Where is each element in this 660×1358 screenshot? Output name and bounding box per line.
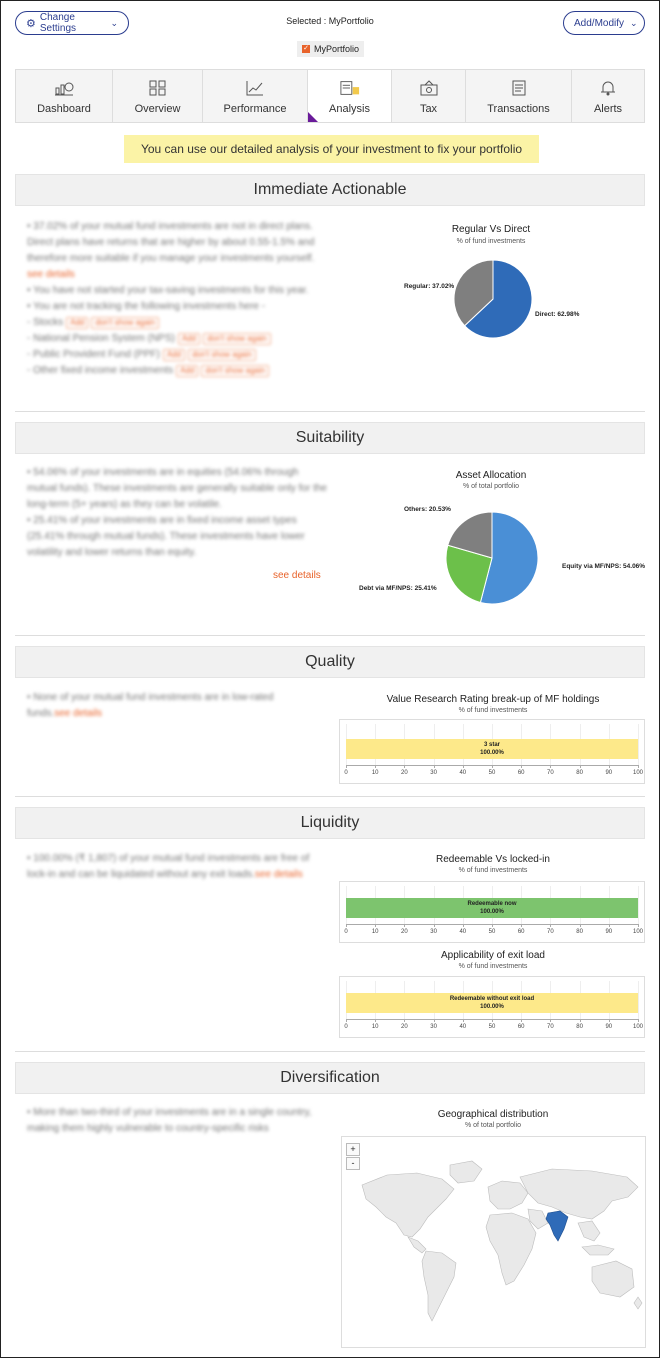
pie-label: Equity via MF/NPS: 54.06% [562, 563, 646, 570]
map-europe [488, 1181, 528, 1209]
overview-icon [148, 79, 168, 97]
tick-mark [375, 924, 376, 927]
tick-mark [521, 765, 522, 768]
tick-mark [492, 1019, 493, 1022]
pie-label: Others: 20.53% [404, 506, 451, 513]
rating-bar-chart [339, 719, 645, 784]
divider [15, 635, 645, 636]
chart-subtitle: % of fund investments [458, 963, 528, 970]
chart-subtitle: % of total portfolio [464, 1122, 522, 1129]
tick-mark [550, 1019, 551, 1022]
change-settings-label: Change Settings [39, 12, 77, 34]
bar-data-label: Redeemable now [467, 901, 517, 907]
tick-label: 100 [632, 929, 644, 935]
tick-mark [346, 765, 347, 768]
tab-label: Analysis [329, 103, 370, 115]
quality-text: • None of your mutual fund investments are in low-rated funds.see details [27, 692, 274, 719]
map-new-zealand [634, 1297, 642, 1309]
direct-plan-text: 37.02% of your mutual fund investments are not in direct plans. Direct plans have returns that are higher by about 0.55-1.5% and therefore more suitable if you manage your investments yourself. [27, 221, 315, 264]
tab-transactions[interactable] [466, 70, 572, 122]
bar-data-label: 100.00% [480, 750, 504, 756]
bar-data-label: Redeemable without exit load [449, 996, 535, 1002]
tick-mark [609, 765, 610, 768]
add-tag[interactable]: Add [163, 349, 185, 361]
tick-label: 50 [488, 770, 496, 776]
map-australia [592, 1261, 634, 1297]
divider [15, 411, 645, 412]
tab-performance[interactable] [203, 70, 308, 122]
tick-mark [463, 765, 464, 768]
tick-label: 70 [547, 1024, 554, 1030]
tick-mark [521, 1019, 522, 1022]
tab-label: Transactions [487, 103, 550, 115]
tick-label: 90 [605, 770, 613, 776]
gridline [638, 981, 639, 1019]
map-south-america [422, 1251, 456, 1321]
see-details-link[interactable]: see details [27, 269, 75, 280]
nav-tabs [15, 69, 645, 123]
suitability-text: • 54.06% of your investments are in equities (54.06% through mutual funds). These investments are generally suitable only for the long-term (5+ years) as they can be volatile. • 25.41% of your investments are in fixed income asset types (25.41% through mutual funds). These investments have lower volatility and lower returns than equity. [27, 467, 327, 558]
pie-label: Debt via MF/NPS: 25.41% [359, 585, 437, 592]
bar-redeemable-now [346, 898, 638, 918]
tick-label: 70 [547, 770, 554, 776]
tick-mark [550, 924, 551, 927]
zoom-out-button[interactable]: - [346, 1157, 360, 1170]
tick-mark [404, 1019, 405, 1022]
tick-mark [434, 924, 435, 927]
tick-mark [609, 1019, 610, 1022]
tick-mark [550, 765, 551, 768]
tick-label: 60 [517, 929, 525, 935]
tab-analysis[interactable] [308, 70, 392, 122]
tab-label: Dashboard [37, 103, 91, 115]
map-central-america [408, 1237, 426, 1253]
analysis-icon [340, 79, 360, 97]
tick-mark [375, 1019, 376, 1022]
tick-mark [404, 924, 405, 927]
tick-mark [404, 765, 405, 768]
redeemable-bar-chart [339, 881, 645, 943]
regular-vs-direct-pie [453, 259, 533, 339]
tick-label: 60 [517, 770, 525, 776]
checkbox-icon: ✓ [303, 45, 309, 52]
tick-label: 50 [488, 1024, 496, 1030]
map-southeast-asia [578, 1221, 600, 1241]
active-tab-marker [308, 112, 318, 122]
tick-label: 90 [605, 1024, 613, 1030]
add-tag[interactable]: Add [176, 365, 198, 377]
see-details-link[interactable]: see details [254, 869, 303, 880]
liquidity-text: • 100.00% (₹ 1,807) of your mutual fund investments are free of lock-in and can be liquidated without any exit loads.see details [27, 853, 310, 880]
bar-3-star [346, 739, 638, 759]
map-north-america [362, 1173, 454, 1237]
chart-subtitle: % of fund investments [456, 238, 526, 245]
immediate-actionable-text: • 37.02% of your mutual fund investments are not in direct plans. Direct plans have returns that are higher by about 0.55-1.5% and therefore more suitable if you manage your investments yourself. see details • You have not started your tax-saving investments for this year. • You are not tracking the following investments here - - Stocks Add don't show again - National Pension System (NPS) Add don't show again - Public Provident Fund (PPF) Add don't show again - Other fixed income investments Add don't show again [27, 221, 315, 376]
tab-tax[interactable] [392, 70, 466, 122]
tick-mark [638, 765, 639, 768]
lock-in-text: 100.00% (₹ 1,807) of your mutual fund investments are free of lock-in and can be liquidated without any exit loads. [27, 853, 310, 880]
pie-label: Direct: 62.98% [535, 311, 580, 318]
map-indonesia [582, 1245, 614, 1255]
dashboard-icon [54, 79, 74, 97]
bar-data-label: 100.00% [480, 1004, 504, 1010]
hide-tag[interactable]: don't show again [91, 317, 159, 329]
section-immediate-actionable: Immediate Actionable [15, 174, 645, 206]
chart-title: Value Research Rating break-up of MF holdings [386, 694, 600, 705]
fixed-income-text: 25.41% of your investments are in fixed income asset types (25.41% through mutual funds). These investments have lower volatility and lower returns than equity. [27, 515, 305, 558]
analysis-banner: You can use our detailed analysis of your investment to fix your portfolio [124, 135, 539, 163]
tick-mark [346, 1019, 347, 1022]
tick-mark [375, 765, 376, 768]
tick-label: 30 [430, 770, 437, 776]
low-rated-text: None of your mutual fund investments are in low-rated funds. [27, 692, 274, 719]
section-diversification: Diversification [15, 1062, 645, 1094]
tab-label: Performance [223, 103, 287, 115]
gridline [638, 886, 639, 924]
tick-label: 40 [459, 1024, 467, 1030]
tick-mark [609, 924, 610, 927]
add-tag[interactable]: Add [66, 317, 88, 329]
tab-label: Alerts [593, 103, 623, 115]
tick-mark [434, 1019, 435, 1022]
see-details-link[interactable]: see details [54, 708, 103, 719]
single-country-text: More than two-third of your investments are in a single country, making them highly vulnerable to country-specific risks [27, 1107, 312, 1134]
tick-mark [434, 765, 435, 768]
transactions-icon [509, 79, 529, 97]
tick-mark [521, 924, 522, 927]
equity-text: 54.06% of your investments are in equities (54.06% through mutual funds). These investments are generally suitable only for the long-term (5+ years) as they can be volatile. [27, 467, 327, 510]
bar-data-label: 100.00% [480, 909, 504, 915]
tab-label: Tax [419, 103, 438, 115]
tick-mark [463, 1019, 464, 1022]
map-india [546, 1211, 568, 1241]
chart-title: Asset Allocation [455, 470, 527, 481]
map-greenland [450, 1161, 482, 1183]
zoom-in-button[interactable]: + [346, 1143, 360, 1156]
tick-label: 40 [459, 770, 467, 776]
tick-label: 0 [344, 770, 348, 776]
tab-overview[interactable] [113, 70, 203, 122]
tick-mark [463, 924, 464, 927]
tick-mark [638, 924, 639, 927]
tick-label: 80 [576, 1024, 583, 1030]
tick-label: 20 [401, 770, 408, 776]
tick-label: 80 [576, 770, 583, 776]
tick-label: 10 [371, 770, 379, 776]
gear-icon: ⚙ [26, 17, 36, 30]
tick-label: 100 [632, 770, 644, 776]
portfolio-chip[interactable] [297, 41, 364, 57]
divider [15, 796, 645, 797]
not-tracking-text: You are not tracking the following investments here - [33, 301, 266, 312]
tick-mark [638, 1019, 639, 1022]
tax-icon [419, 79, 439, 97]
chart-subtitle: % of total portfolio [462, 483, 520, 490]
tick-label: 20 [401, 1024, 408, 1030]
tax-saving-text: You have not started your tax-saving investments for this year. [33, 285, 309, 296]
tick-label: 70 [547, 929, 554, 935]
tick-label: 10 [371, 929, 379, 935]
chevron-down-icon: ⌄ [110, 17, 118, 28]
tick-mark [492, 924, 493, 927]
tick-label: 90 [605, 929, 613, 935]
tick-label: 20 [401, 929, 408, 935]
geographical-map[interactable] [341, 1136, 646, 1348]
chevron-down-icon: ⌄ [630, 17, 638, 28]
tick-mark [580, 924, 581, 927]
tab-label: Overview [134, 103, 181, 115]
add-modify-button[interactable] [563, 11, 645, 35]
map-africa [486, 1213, 536, 1285]
tick-mark [346, 924, 347, 927]
tick-label: 60 [517, 1024, 525, 1030]
tick-label: 100 [632, 1024, 644, 1030]
tick-label: 30 [430, 1024, 437, 1030]
tab-alerts[interactable] [572, 70, 644, 122]
list-item: National Pension System (NPS) [33, 333, 175, 344]
alerts-icon [598, 79, 618, 97]
list-item: Public Provident Fund (PPF) [33, 349, 160, 360]
pie-label: Regular: 37.02% [404, 283, 455, 290]
see-details-link[interactable]: see details [273, 570, 321, 581]
tick-mark [492, 765, 493, 768]
tick-label: 30 [430, 929, 437, 935]
tick-mark [580, 1019, 581, 1022]
chart-title: Redeemable Vs locked-in [436, 854, 550, 865]
hide-tag[interactable]: don't show again [188, 349, 256, 361]
portfolio-chip-label: MyPortfolio [314, 44, 360, 54]
divider [15, 1051, 645, 1052]
tick-label: 50 [488, 929, 496, 935]
chart-title: Applicability of exit load [441, 950, 545, 961]
tab-dashboard[interactable] [16, 70, 113, 122]
tick-mark [580, 765, 581, 768]
tick-label: 80 [576, 929, 583, 935]
exit-load-bar-chart [339, 976, 645, 1038]
tick-label: 10 [371, 1024, 379, 1030]
hide-tag[interactable]: don't show again [201, 365, 269, 377]
section-quality: Quality [15, 646, 645, 678]
chart-title: Regular Vs Direct [451, 224, 531, 235]
section-suitability: Suitability [15, 422, 645, 454]
add-modify-label: Add/Modify [574, 17, 625, 29]
add-tag[interactable]: Add [178, 333, 200, 345]
chart-title: Geographical distribution [437, 1109, 549, 1120]
list-item: Other fixed income investments [33, 365, 174, 376]
tick-label: 0 [344, 929, 348, 935]
chart-subtitle: % of fund investments [458, 867, 528, 874]
bar-redeemable-without-exit-load [346, 993, 638, 1013]
top-bar [15, 11, 645, 35]
section-liquidity: Liquidity [15, 807, 645, 839]
hide-tag[interactable]: don't show again [203, 333, 271, 345]
tick-label: 40 [459, 929, 467, 935]
asset-allocation-pie [445, 511, 539, 605]
list-item: Stocks [33, 317, 64, 328]
world-map [342, 1137, 646, 1348]
tick-label: 0 [344, 1024, 348, 1030]
bar-data-label: 3 star [483, 742, 500, 748]
diversification-text: • More than two-third of your investments are in a single country, making them highly vulnerable to country-specific risks [27, 1107, 312, 1134]
gridline [638, 724, 639, 765]
performance-icon [245, 79, 265, 97]
selected-portfolio-label: Selected : MyPortfolio [286, 16, 374, 26]
chart-subtitle: % of fund investments [458, 707, 528, 714]
